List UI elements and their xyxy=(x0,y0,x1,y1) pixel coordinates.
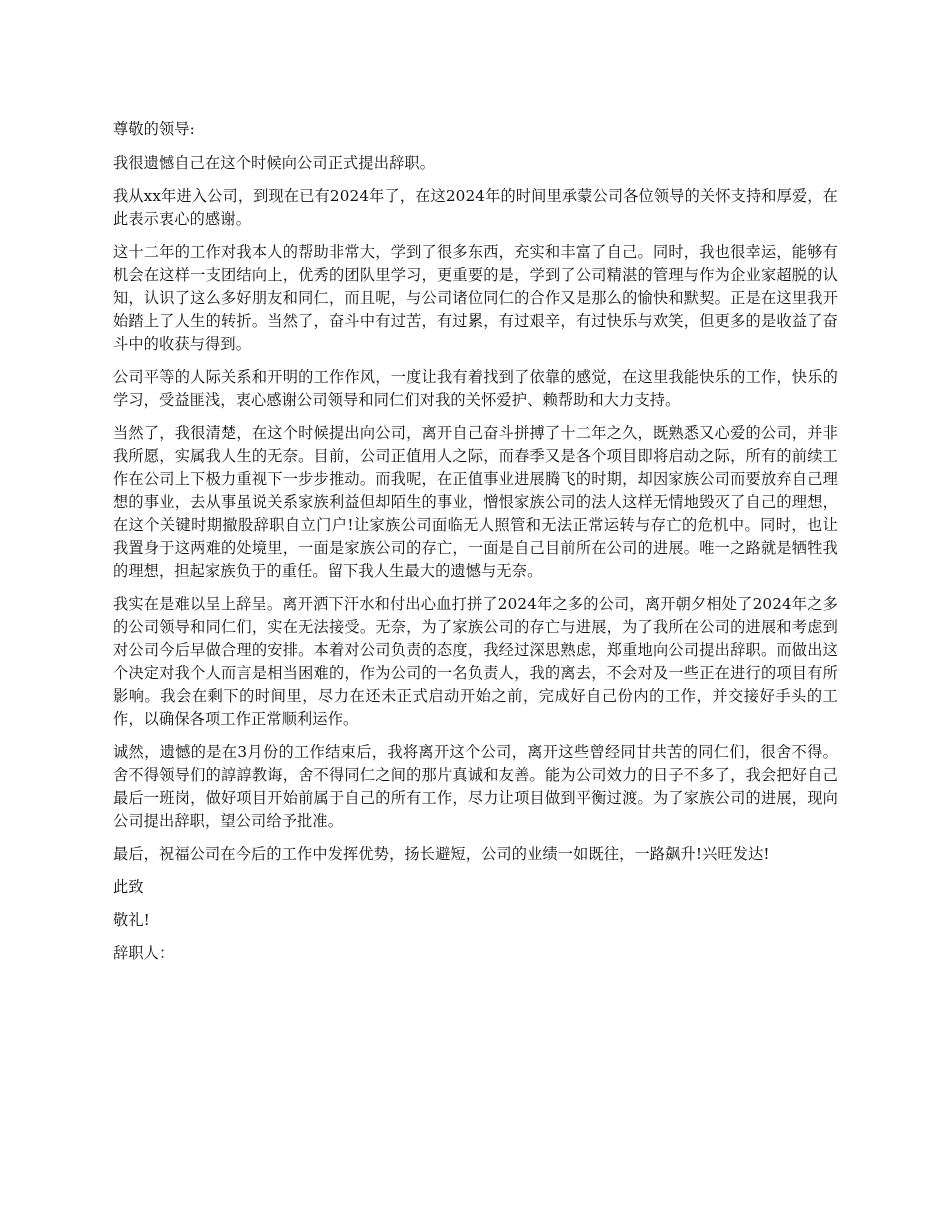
letter-paragraph: 公司平等的人际关系和开明的工作作风，一度让我有着找到了依靠的感觉，在这里我能快乐的工作，快乐的学习，受益匪浅，衷心感谢公司领导和同仁们对我的关怀爱护、赖帮助和大力支持。 xyxy=(113,368,838,409)
resignation-letter xyxy=(113,118,838,975)
letter-paragraph: 我实在是难以呈上辞呈。离开洒下汗水和付出心血打拼了2024年之多的公司，离开朝夕相处了2024年之多的公司领导和同仁们，实在无法接受。无奈，为了家族公司的存亡与进展，为了我所在公司的进展和考虑到对公司今后早做合理的安排。本着对公司负责的态度，我经过深思熟虑，郑重地向公司提出辞职。而做出这个决定对我个人而言是相当困难的，作为公司的一名负责人，我的离去，不会对及一些正在进行的项目有所影响。我会在剩下的时间里，尽力在还未正式启动开始之前，完成好自己份内的工作，并交接好手头的工作，以确保各项工作正常顺利运作。 xyxy=(113,595,838,728)
letter-paragraph: 我很遗憾自己在这个时候向公司正式提出辞职。 xyxy=(113,154,436,172)
letter-paragraph: 当然了，我很清楚，在这个时候提出向公司，离开自己奋斗拼搏了十二年之久，既熟悉又心爱的公司，并非我所愿，实属我人生的无奈。目前，公司正值用人之际，而春季又是各个项目即将启动之际，所有的前续工作在公司上下极力重视下一步步推动。而我呢，在正值事业进展腾飞的时期，却因家族公司而要放弃自己理想的事业，去从事虽说关系家族利益但却陌生的事业，憎恨家族公司的法人这样无情地毁灭了自己的理想，在这个关键时期撤股辞职自立门户!让家族公司面临无人照管和无法正常运转与存亡的危机中。同时，也让我置身于这两难的处境里，一面是家族公司的存亡，一面是自己目前所在公司的进展。唯一之路就是牺牲我的理想，担起家族负于的重任。留下我人生最大的遗憾与无奈。 xyxy=(113,424,838,580)
letter-paragraph: 最后，祝福公司在今后的工作中发挥优势，扬长避短，公司的业绩一如既往，一路飙升!兴旺发达! xyxy=(113,845,770,863)
letter-signature-label: 辞职人： xyxy=(113,944,175,962)
letter-paragraph: 这十二年的工作对我本人的帮助非常大，学到了很多东西，充实和丰富了自己。同时，我也很幸运，能够有机会在这样一支团结向上，优秀的团队里学习，更重要的是，学到了公司精湛的管理与作为企业家超脱的认知，认识了这么多好朋友和同仁，而且呢，与公司诸位同仁的合作又是那么的愉快和默契。正是在这里我开始踏上了人生的转折。当然了，奋斗中有过苦，有过累，有过艰辛，有过快乐与欢笑，但更多的是收益了奋斗中的收获与得到。 xyxy=(113,243,838,353)
letter-closing-greeting: 此致 xyxy=(113,878,144,896)
letter-closing-salute: 敬礼! xyxy=(113,911,150,929)
letter-salutation: 尊敬的领导: xyxy=(113,120,195,138)
letter-paragraph: 诚然，遗憾的是在3月份的工作结束后，我将离开这个公司，离开这些曾经同甘共苦的同仁们，很舍不得。舍不得领导们的諄諄教诲，舍不得同仁之间的那片真诚和友善。能为公司效力的日子不多了，我会把好自己最后一班岗，做好项目开始前属于自己的所有工作，尽力让项目做到平衡过渡。为了家族公司的进展，现向公司提出辞职，望公司给予批准。 xyxy=(113,743,838,830)
letter-paragraph: 我从xx年进入公司，到现在已有2024年了，在这2024年的时间里承蒙公司各位领导的关怀支持和厚爱，在此表示衷心的感谢。 xyxy=(113,187,838,228)
